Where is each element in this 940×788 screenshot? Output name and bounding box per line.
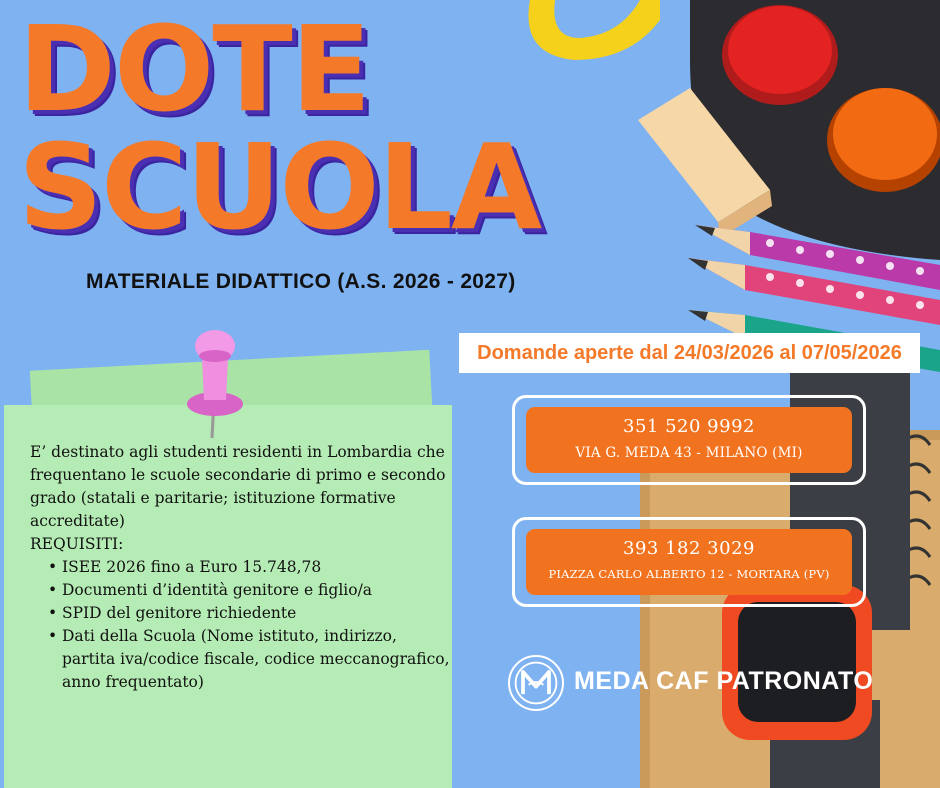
requirements-list bbox=[30, 556, 450, 694]
office-address: PIAZZA CARLO ALBERTO 12 - MORTARA (PV) bbox=[548, 567, 830, 581]
brand-name: MEDA CAF PATRONATO bbox=[574, 667, 874, 695]
list-item: • Dati della Scuola (Nome istituto, indirizzo, partita iva/codice fiscale, codice meccanografico, anno frequentato) bbox=[48, 625, 450, 694]
list-item: • ISEE 2026 fino a Euro 15.748,78 bbox=[48, 556, 450, 579]
office-address: VIA G. MEDA 43 - MILANO (MI) bbox=[575, 445, 803, 461]
push-pin-icon bbox=[178, 328, 252, 440]
eligibility-info bbox=[30, 441, 450, 694]
requirements-heading: REQUISITI: bbox=[30, 535, 124, 553]
meda-logo-icon bbox=[508, 655, 564, 711]
contact-card-mortara bbox=[512, 517, 866, 607]
contact-card-inner bbox=[526, 529, 852, 595]
title-line-1: DOTE bbox=[18, 0, 370, 138]
contact-card-milano bbox=[512, 395, 866, 485]
subtitle: MATERIALE DIDATTICO (A.S. 2026 - 2027) bbox=[86, 270, 516, 293]
intro-text: E’ destinato agli studenti residenti in Lombardia che frequentano le scuole secondarie di primo e secondo grado (statali e paritarie; istituzione formative accreditate) bbox=[30, 443, 446, 530]
title-line-2: SCUOLA bbox=[18, 118, 541, 256]
contact-card-inner bbox=[526, 407, 852, 473]
scissors-illustration bbox=[528, 0, 660, 60]
list-item: • Documenti d’identità genitore e figlio/a bbox=[48, 579, 450, 602]
application-dates-banner: Domande aperte dal 24/03/2026 al 07/05/2026 bbox=[459, 333, 920, 373]
phone-number: 393 182 3029 bbox=[623, 538, 755, 559]
list-item: • SPID del genitore richiedente bbox=[48, 602, 450, 625]
phone-number: 351 520 9992 bbox=[623, 416, 755, 437]
